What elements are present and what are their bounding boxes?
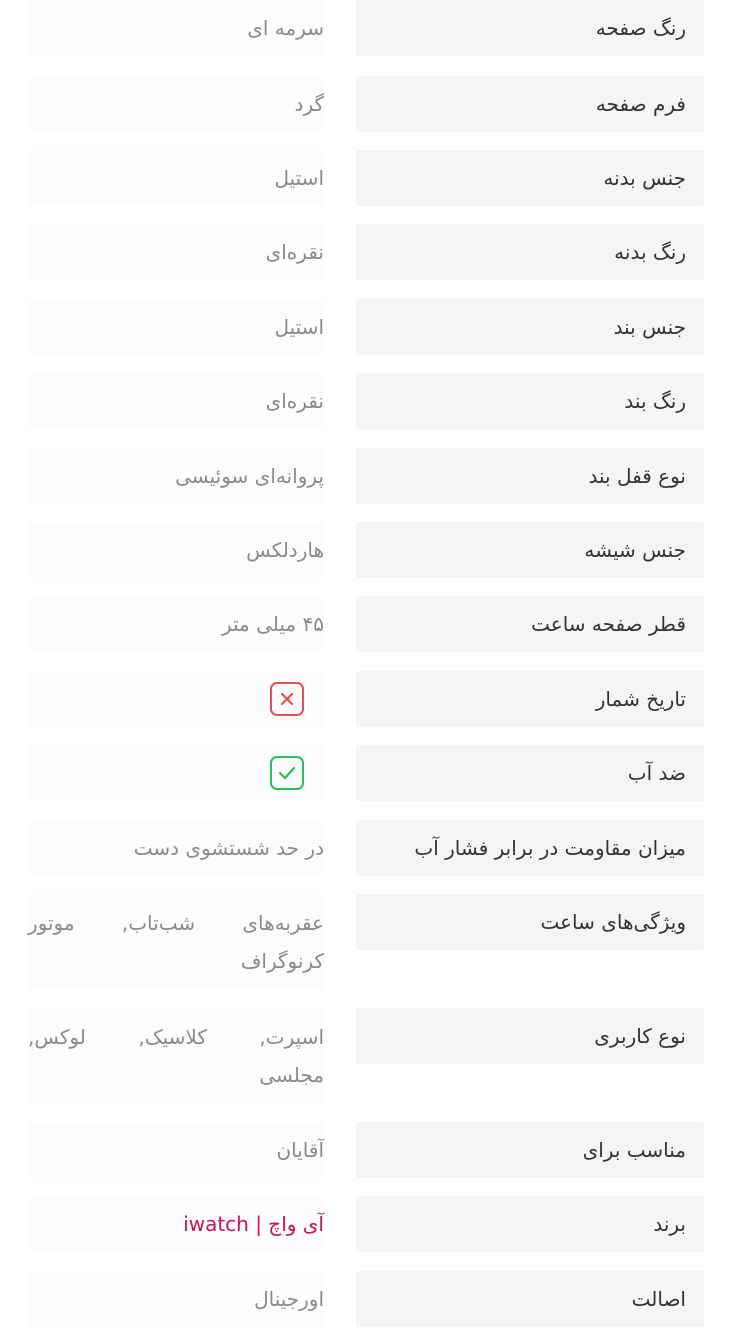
spec-value-authenticity: اورجینال — [28, 1271, 324, 1327]
spec-value-water-pressure: در حد شستشوی دست — [28, 820, 324, 876]
spec-label-clasp-type: نوع قفل بند — [356, 448, 704, 504]
spec-value-dial-diameter: ۴۵ میلی متر — [28, 596, 324, 652]
spec-value-case-color: نقره‌ای — [28, 224, 324, 280]
check-icon — [270, 756, 304, 790]
spec-value-dial-shape: گرد — [28, 76, 324, 132]
spec-value-strap-color: نقره‌ای — [28, 373, 324, 429]
spec-label-watch-features: ویژگی‌های ساعت — [356, 894, 704, 950]
spec-value-dial-color: سرمه ای — [28, 0, 324, 56]
spec-value-watch-features: عقربه‌های شب‌تاب, موتور کرنوگراف — [28, 894, 324, 990]
spec-value-suitable-for: آقایان — [28, 1122, 324, 1178]
spec-value-case-material: استیل — [28, 150, 324, 206]
spec-value-usage-type: اسپرت, کلاسیک, لوکس, مجلسی — [28, 1008, 324, 1104]
spec-label-brand: برند — [356, 1196, 704, 1252]
spec-value-clasp-type: پروانه‌ای سوئیسی — [28, 448, 324, 504]
spec-label-dial-shape: فرم صفحه — [356, 76, 704, 132]
spec-value-strap-material: استیل — [28, 299, 324, 355]
spec-label-date-display: تاریخ شمار — [356, 671, 704, 727]
spec-value-date-display — [28, 671, 324, 727]
cross-icon — [270, 682, 304, 716]
spec-label-authenticity: اصالت — [356, 1271, 704, 1327]
spec-label-water-pressure: میزان مقاومت در برابر فشار آب — [356, 820, 704, 876]
spec-label-suitable-for: مناسب برای — [356, 1122, 704, 1178]
spec-label-strap-material: جنس بند — [356, 299, 704, 355]
spec-value-glass-material: هاردلکس — [28, 522, 324, 578]
spec-label-water-resistant: ضد آب — [356, 745, 704, 801]
spec-label-strap-color: رنگ بند — [356, 373, 704, 429]
spec-label-usage-type: نوع کاربری — [356, 1008, 704, 1064]
spec-label-case-material: جنس بدنه — [356, 150, 704, 206]
spec-label-dial-color: رنگ صفحه — [356, 0, 704, 56]
spec-label-glass-material: جنس شیشه — [356, 522, 704, 578]
spec-value-water-resistant — [28, 745, 324, 801]
spec-label-case-color: رنگ بدنه — [356, 224, 704, 280]
spec-label-dial-diameter: قطر صفحه ساعت — [356, 596, 704, 652]
brand-link[interactable]: آی واچ | iwatch — [28, 1196, 324, 1252]
